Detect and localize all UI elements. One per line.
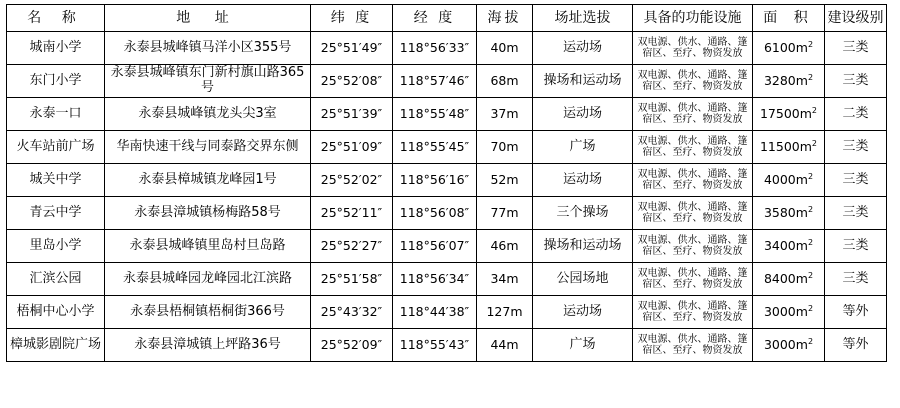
cell-address: 永泰县城峰镇龙头尖3室 bbox=[105, 98, 311, 131]
table-row bbox=[7, 65, 887, 98]
cell-level: 三类 bbox=[825, 230, 887, 263]
facility-line: 双电源、供水、通路、篷 bbox=[637, 333, 748, 345]
cell-facilities bbox=[633, 131, 753, 164]
cell-name: 梧桐中心小学 bbox=[7, 296, 105, 329]
facility-line: 双电源、供水、通路、篷 bbox=[637, 267, 748, 279]
facility-line: 双电源、供水、通路、篷 bbox=[637, 69, 748, 81]
header-row bbox=[7, 5, 887, 32]
cell-name: 永泰一口 bbox=[7, 98, 105, 131]
cell-site-selection: 运动场 bbox=[533, 164, 633, 197]
table-row bbox=[7, 98, 887, 131]
cell-longitude: 118°55′43″ bbox=[393, 329, 477, 362]
emergency-shelter-table-sheet bbox=[0, 4, 900, 408]
cell-altitude: 70m bbox=[477, 131, 533, 164]
column-header-address: 地 址 bbox=[105, 5, 311, 32]
facility-line: 双电源、供水、通路、篷 bbox=[637, 234, 748, 246]
cell-longitude: 118°55′45″ bbox=[393, 131, 477, 164]
column-header-site-selection: 场址选拔 bbox=[533, 5, 633, 32]
cell-altitude: 34m bbox=[477, 263, 533, 296]
cell-altitude: 40m bbox=[477, 32, 533, 65]
cell-address: 永泰县城峰镇东门新村旗山路365号 bbox=[105, 65, 311, 98]
cell-facilities bbox=[633, 32, 753, 65]
cell-area: $3000m^2$ bbox=[753, 329, 825, 362]
facility-line: 宿区、至疗、物资发放 bbox=[642, 48, 743, 59]
cell-facilities bbox=[633, 164, 753, 197]
table-row bbox=[7, 197, 887, 230]
facility-line: 双电源、供水、通路、篷 bbox=[637, 102, 748, 114]
cell-latitude: 25°52′08″ bbox=[311, 65, 393, 98]
column-header-latitude: 纬 度 bbox=[311, 5, 393, 32]
cell-facilities bbox=[633, 296, 753, 329]
cell-site-selection: 公园场地 bbox=[533, 263, 633, 296]
cell-address: 永泰县城峰镇里岛村旦岛路 bbox=[105, 230, 311, 263]
cell-latitude: 25°52′02″ bbox=[311, 164, 393, 197]
cell-site-selection: 广场 bbox=[533, 131, 633, 164]
cell-site-selection: 运动场 bbox=[533, 98, 633, 131]
cell-site-selection: 运动场 bbox=[533, 32, 633, 65]
facility-line: 宿区、至疗、物资发放 bbox=[642, 279, 743, 290]
cell-facilities bbox=[633, 263, 753, 296]
facility-line: 宿区、至疗、物资发放 bbox=[642, 246, 743, 257]
cell-facilities bbox=[633, 329, 753, 362]
cell-longitude: 118°55′48″ bbox=[393, 98, 477, 131]
cell-altitude: 37m bbox=[477, 98, 533, 131]
facility-line: 宿区、至疗、物资发放 bbox=[642, 213, 743, 224]
cell-longitude: 118°57′46″ bbox=[393, 65, 477, 98]
cell-facilities bbox=[633, 197, 753, 230]
column-header-altitude: 海拔 bbox=[477, 5, 533, 32]
cell-area: $3580m^2$ bbox=[753, 197, 825, 230]
column-header-longitude: 经 度 bbox=[393, 5, 477, 32]
facility-line: 双电源、供水、通路、篷 bbox=[637, 135, 748, 147]
cell-latitude: 25°51′49″ bbox=[311, 32, 393, 65]
cell-facilities bbox=[633, 65, 753, 98]
cell-address: 永泰县漳城镇杨梅路58号 bbox=[105, 197, 311, 230]
cell-level: 三类 bbox=[825, 197, 887, 230]
cell-latitude: 25°52′09″ bbox=[311, 329, 393, 362]
table-body bbox=[7, 32, 887, 362]
facility-line: 双电源、供水、通路、篷 bbox=[637, 201, 748, 213]
cell-name: 火车站前广场 bbox=[7, 131, 105, 164]
cell-level: 三类 bbox=[825, 131, 887, 164]
cell-area: $3000m^2$ bbox=[753, 296, 825, 329]
cell-address: 永泰县梧桐镇梧桐街366号 bbox=[105, 296, 311, 329]
cell-site-selection: 广场 bbox=[533, 329, 633, 362]
cell-longitude: 118°56′33″ bbox=[393, 32, 477, 65]
column-header-facilities: 具备的功能设施 bbox=[633, 5, 753, 32]
facility-line: 宿区、至疗、物资发放 bbox=[642, 147, 743, 158]
cell-area: $3280m^2$ bbox=[753, 65, 825, 98]
facility-line: 宿区、至疗、物资发放 bbox=[642, 312, 743, 323]
column-header-level: 建设级别 bbox=[825, 5, 887, 32]
cell-latitude: 25°51′58″ bbox=[311, 263, 393, 296]
cell-level: 三类 bbox=[825, 65, 887, 98]
facility-line: 宿区、至疗、物资发放 bbox=[642, 345, 743, 356]
cell-level: 三类 bbox=[825, 263, 887, 296]
cell-name: 汇滨公园 bbox=[7, 263, 105, 296]
table-row bbox=[7, 131, 887, 164]
cell-altitude: 46m bbox=[477, 230, 533, 263]
cell-site-selection: 操场和运动场 bbox=[533, 65, 633, 98]
cell-facilities bbox=[633, 98, 753, 131]
cell-address: 华南快速干线与同泰路交界东侧 bbox=[105, 131, 311, 164]
cell-address: 永泰县漳城镇上坪路36号 bbox=[105, 329, 311, 362]
shelter-table bbox=[6, 4, 887, 362]
table-header bbox=[7, 5, 887, 32]
cell-name: 东门小学 bbox=[7, 65, 105, 98]
cell-latitude: 25°51′39″ bbox=[311, 98, 393, 131]
cell-level: 三类 bbox=[825, 32, 887, 65]
cell-altitude: 44m bbox=[477, 329, 533, 362]
cell-site-selection: 运动场 bbox=[533, 296, 633, 329]
table-row bbox=[7, 296, 887, 329]
facility-line: 双电源、供水、通路、篷 bbox=[637, 300, 748, 312]
cell-longitude: 118°56′08″ bbox=[393, 197, 477, 230]
column-header-area: 面 积 bbox=[753, 5, 825, 32]
table-row bbox=[7, 263, 887, 296]
facility-line: 宿区、至疗、物资发放 bbox=[642, 180, 743, 191]
cell-name: 城关中学 bbox=[7, 164, 105, 197]
cell-latitude: 25°52′11″ bbox=[311, 197, 393, 230]
facility-line: 双电源、供水、通路、篷 bbox=[637, 36, 748, 48]
facility-line: 双电源、供水、通路、篷 bbox=[637, 168, 748, 180]
cell-name: 城南小学 bbox=[7, 32, 105, 65]
cell-name: 青云中学 bbox=[7, 197, 105, 230]
cell-altitude: 127m bbox=[477, 296, 533, 329]
cell-area: $6100m^2$ bbox=[753, 32, 825, 65]
cell-latitude: 25°51′09″ bbox=[311, 131, 393, 164]
cell-latitude: 25°52′27″ bbox=[311, 230, 393, 263]
cell-site-selection: 三个操场 bbox=[533, 197, 633, 230]
cell-area: $4000m^2$ bbox=[753, 164, 825, 197]
cell-level: 三类 bbox=[825, 164, 887, 197]
cell-address: 永泰县城峰园龙峰园北江滨路 bbox=[105, 263, 311, 296]
table-row bbox=[7, 32, 887, 65]
cell-address: 永泰县樟城镇龙峰园1号 bbox=[105, 164, 311, 197]
cell-area: $11500m^2$ bbox=[753, 131, 825, 164]
cell-altitude: 52m bbox=[477, 164, 533, 197]
cell-altitude: 68m bbox=[477, 65, 533, 98]
cell-site-selection: 操场和运动场 bbox=[533, 230, 633, 263]
facility-line: 宿区、至疗、物资发放 bbox=[642, 81, 743, 92]
column-header-name: 名 称 bbox=[7, 5, 105, 32]
cell-area: $3400m^2$ bbox=[753, 230, 825, 263]
cell-latitude: 25°43′32″ bbox=[311, 296, 393, 329]
cell-longitude: 118°56′07″ bbox=[393, 230, 477, 263]
table-row bbox=[7, 329, 887, 362]
table-row bbox=[7, 164, 887, 197]
table-row bbox=[7, 230, 887, 263]
cell-area: $8400m^2$ bbox=[753, 263, 825, 296]
cell-address: 永泰县城峰镇马洋小区355号 bbox=[105, 32, 311, 65]
facility-line: 宿区、至疗、物资发放 bbox=[642, 114, 743, 125]
cell-name: 里岛小学 bbox=[7, 230, 105, 263]
cell-longitude: 118°44′38″ bbox=[393, 296, 477, 329]
cell-level: 等外 bbox=[825, 329, 887, 362]
cell-area: $17500m^2$ bbox=[753, 98, 825, 131]
cell-facilities bbox=[633, 230, 753, 263]
cell-altitude: 77m bbox=[477, 197, 533, 230]
cell-level: 二类 bbox=[825, 98, 887, 131]
cell-name: 樟城影剧院广场 bbox=[7, 329, 105, 362]
cell-longitude: 118°56′16″ bbox=[393, 164, 477, 197]
cell-longitude: 118°56′34″ bbox=[393, 263, 477, 296]
cell-level: 等外 bbox=[825, 296, 887, 329]
